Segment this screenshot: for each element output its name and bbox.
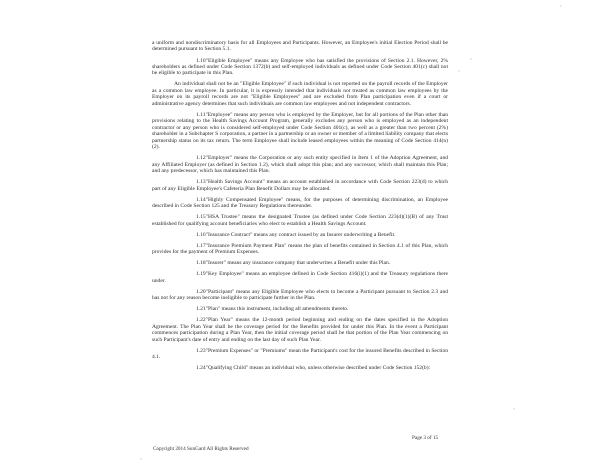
scan-artifact — [470, 58, 472, 60]
definition-1-13 — [152, 179, 448, 192]
paragraph-text: "Key Employee" means an employee defined in Code Section 416(i)(1) and the Treasury regulations there under. — [152, 271, 448, 284]
section-number: 1.22 — [196, 317, 206, 324]
section-number: 1.19 — [196, 271, 206, 278]
section-number: 1.13 — [196, 179, 206, 186]
definition-1-20 — [152, 289, 448, 302]
paragraph-text: "Insurance Contract" means any contract issued by an Insurer underwriting a Benefit. — [205, 231, 396, 238]
scan-artifact — [458, 70, 460, 72]
section-number: 1.10 — [196, 57, 206, 64]
paragraph-text: a uniform and nondiscriminatory basis for all Employees and Participants. However, an Employee's initial Election Period shall be determined pursuant to Section 5.1. — [152, 40, 448, 53]
section-number: 1.20 — [196, 288, 206, 295]
section-number: 1.23 — [196, 347, 206, 354]
section-number: 1.18 — [196, 260, 206, 267]
paragraph-text: "Insurance Premium Payment Plan" means the plan of benefits contained in Section 4.1 of this Plan, which provides for the payment of Premium Expenses. — [152, 242, 448, 256]
definition-1-21 — [152, 306, 448, 312]
section-number: 1.21 — [196, 306, 206, 313]
paragraph-text: "Qualifying Child" means an individual who, unless otherwise described under Code Section 152(b): — [205, 365, 431, 372]
paragraph-continuation — [152, 40, 448, 53]
scan-artifact — [513, 408, 515, 410]
section-number: 1.17 — [196, 242, 206, 249]
paragraph-text: An individual shall not be an "Eligible Employee" if such individual is not reported on the payroll records of the Employer as a common law employee. In particular, it is expressly intended that individuals not treated as common law employees by the Employer on its payroll records are not "Eligible Employees" and are excluded from Plan participation even if a court or administrative agency determines that such individuals are common law employees and not independent contractors. — [152, 81, 448, 107]
section-number: 1.11 — [196, 111, 206, 118]
paragraph-text: "Participant" means any Eligible Employee who elects to become a Participant pursuant to Section 2.3 and has not for any reason become ineligible to participate further in the Plan. — [152, 288, 448, 302]
document-page-body — [152, 40, 448, 376]
definition-1-16 — [152, 232, 448, 238]
paragraph-text: "Plan" means this instrument, including all amendments thereto. — [205, 306, 349, 313]
paragraph-text: "Employee" means any person who is employed by the Employer, but for all portions of the Plan other than provisions relating to the Health Savings Account Program, generally excludes any person who is employed as an independent contractor or any person who is considered self-employed under Code Section 401(c), as well as a greater than two percent (2%) shareholder in a Subchapter S corporation, a partner in a partnership or an owner or member of a limited liability company that elects partnership status on its tax return. The term Employee shall include leased employees within the meaning of Code Section 414(n)(2). — [152, 111, 448, 151]
scan-artifact — [560, 5, 562, 7]
page-number: Page 3 of 15 — [412, 435, 439, 441]
section-number: 1.14 — [196, 196, 206, 203]
section-number: 1.24 — [196, 365, 206, 372]
scan-artifact — [140, 458, 142, 460]
paragraph-eligible-exclusion — [152, 81, 448, 107]
definition-1-15 — [152, 214, 448, 227]
paragraph-text: "Insurer" means any insurance company that underwrites a Benefit under this Plan. — [205, 260, 391, 267]
definition-1-17 — [152, 243, 448, 256]
definition-1-24 — [152, 365, 448, 371]
definition-1-10 — [152, 58, 448, 77]
paragraph-text: "HSA Trustee" means the designated Trustee (as defined under Code Section 223(d)(1)(B) of any Trust established for qualifying account beneficiaries who elect to establish a Health Savings Account. — [152, 214, 448, 227]
paragraph-text: "Health Savings Account" means an account established in accordance with Code Section 223(d) to which part of any Eligible Employee's Cafeteria Plan Benefit Dollars may be allocated. — [152, 179, 448, 192]
definition-1-11 — [152, 112, 448, 151]
paragraph-text: "Plan Year" means the 12-month period beginning and ending on the dates specified in the Adoption Agreement. The Plan Year shall be the coverage period for the Benefits provided for under this Plan. In the event a Participant commences participation during a Plan Year, then the initial coverage period shall be that portion of the Plan Year commencing on such Participant's date of entry and ending on the last day of such Plan Year. — [152, 317, 448, 343]
definition-1-18 — [152, 260, 448, 266]
paragraph-text: "Eligible Employee" means any Employee who has satisfied the provisions of Section 2.1. However, 2% shareholders as defined under Code Section 1372(b) and self-employed individuals as defined under Code Section 401(c) shall not be eligible to participate in this Plan. — [152, 57, 448, 77]
section-number: 1.16 — [196, 231, 206, 238]
section-number: 1.15 — [196, 214, 206, 221]
paragraph-text: "Employer" means the Corporation or any such entity specified in Item 1 of the Adoption Agreement, and any Affiliated Employer (as defined in Section 1.2), which shall adopt this plan; and any successor, which shall maintain this Plan; and any predecessor, which has maintained this Plan. — [152, 155, 448, 175]
paragraph-text: "Premium Expenses" or "Premiums" mean the Participant's cost for the insured Benefits described in Section 4.1. — [152, 347, 448, 361]
definition-1-22 — [152, 317, 448, 343]
definition-1-23 — [152, 348, 448, 361]
definition-1-19 — [152, 271, 448, 284]
copyright-notice: Copyright 2014 SunGard All Rights Reserved — [153, 446, 249, 452]
paragraph-text: "Highly Compensated Employee" means, for the purposes of determining discrimination, an Employee described in Code Section 125 and the Treasury Regulations thereunder. — [152, 196, 448, 210]
definition-1-14 — [152, 197, 448, 210]
section-number: 1.12 — [196, 155, 206, 162]
definition-1-12 — [152, 155, 448, 174]
